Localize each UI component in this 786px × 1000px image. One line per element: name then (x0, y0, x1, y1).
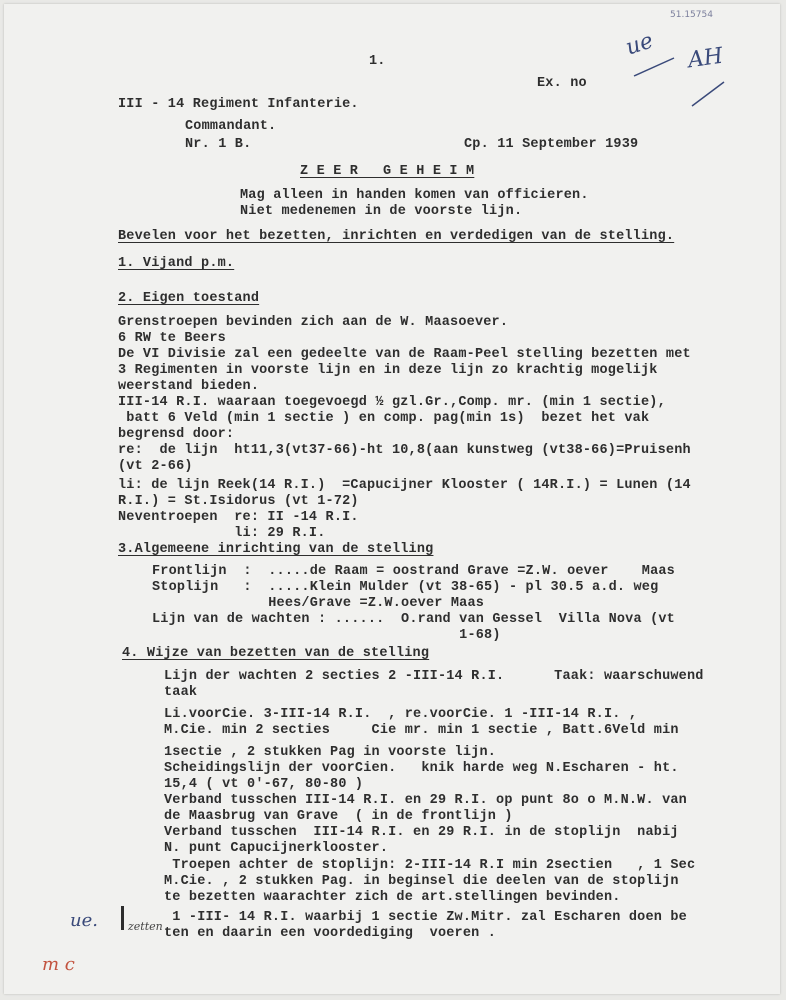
section-2-line: Grenstroepen bevinden zich aan de W. Maasoever. (118, 315, 509, 330)
commandant: Commandant. (185, 119, 277, 134)
section-4-line: Verband tusschen III-14 R.I. en 29 R.I. op punt 8o o M.N.W. van (164, 793, 687, 808)
section-4-line: 15,4 ( vt 0'-67, 80-80 ) (164, 777, 364, 792)
section-4-line: M.Cie. min 2 secties Cie mr. min 1 sectie , Batt.6Veld min (164, 723, 679, 738)
section-3-line: Lijn van de wachten : ...... O.rand van Gessel Villa Nova (vt (152, 612, 675, 627)
section-4-line: 1sectie , 2 stukken Pag in voorste lijn. (164, 745, 497, 760)
margin-initials: ue. (70, 910, 98, 931)
section-4-line: taak (164, 685, 198, 700)
section-3-line: 1-68) (152, 628, 501, 643)
handwritten-initials: ue (622, 28, 657, 61)
subject-line: Bevelen voor het bezetten, inrichten en verdedigen van de stelling. (118, 229, 675, 244)
section-2-heading: 2. Eigen toestand (118, 291, 260, 306)
classification-title: Z E E R G E H E I M (300, 164, 475, 179)
section-2-line: begrensd door: (118, 427, 235, 442)
section-2-line: li: de lijn Reek(14 R.I.) =Capucijner Klooster ( 14R.I.) = Lunen (14 (118, 478, 691, 493)
section-4-line: Troepen achter de stoplijn: 2-III-14 R.I min 2sectien , 1 Sec (164, 858, 696, 873)
archive-number: 51.15754 (670, 10, 713, 20)
section-4-heading: 4. Wijze van bezetten van de stelling (122, 646, 430, 661)
section-3-heading: 3.Algemeene inrichting van de stelling (118, 542, 434, 557)
bottom-initials: m c (42, 954, 75, 975)
section-3-line: Frontlijn : .....de Raam = oostrand Grave =Z.W. oever Maas (152, 564, 675, 579)
section-4-line: 1 -III- 14 R.I. waarbij 1 sectie Zw.Mitr. zal Escharen doen be (164, 910, 687, 925)
section-2-line: R.I.) = St.Isidorus (vt 1-72) (118, 494, 359, 509)
section-2-line: weerstand bieden. (118, 379, 260, 394)
place-date: Cp. 11 September 1939 (464, 137, 639, 152)
section-2-line: batt 6 Veld (min 1 sectie ) en comp. pag(min 1s) bezet het vak (118, 411, 650, 426)
section-3-line: Stoplijn : .....Klein Mulder (vt 38-65) - pl 30.5 a.d. weg (152, 580, 659, 595)
order-number: Nr. 1 B. (185, 137, 252, 152)
section-4-line: N. punt Capucijnerklooster. (164, 841, 389, 856)
unit-name: III - 14 Regiment Infanterie. (118, 97, 359, 112)
section-2-line: 6 RW te Beers (118, 331, 226, 346)
signature-stroke (630, 48, 730, 118)
classification-line-2: Niet medenemen in de voorste lijn. (240, 204, 523, 219)
section-4-line: Lijn der wachten 2 secties 2 -III-14 R.I. Taak: waarschuwend (164, 669, 704, 684)
section-2-line: De VI Divisie zal een gedeelte van de Raam-Peel stelling bezetten met (118, 347, 691, 362)
section-3-line: Hees/Grave =Z.W.oever Maas (152, 596, 485, 611)
section-4-line: Li.voorCie. 3-III-14 R.I. , re.voorCie. 1 -III-14 R.I. , (164, 707, 638, 722)
section-1-heading: 1. Vijand p.m. (118, 256, 235, 271)
margin-mark (121, 906, 124, 930)
section-2-line: 3 Regimenten in voorste lijn en in deze lijn zo krachtig mogelijk (118, 363, 658, 378)
section-4-line: M.Cie. , 2 stukken Pag. in beginsel die deelen van de stoplijn (164, 874, 679, 889)
section-4-line: Scheidingslijn der voorCien. knik harde weg N.Escharen - ht. (164, 761, 679, 776)
page-number: 1. (369, 54, 386, 69)
margin-note: zetten (128, 920, 163, 933)
section-2-line: li: 29 R.I. (118, 526, 326, 541)
section-2-line: III-14 R.I. waaraan toegevoegd ½ gzl.Gr.,Comp. mr. (min 1 sectie), (118, 395, 666, 410)
copy-number: Ex. no (537, 76, 587, 91)
handwritten-signature: AH (686, 43, 725, 74)
section-2-line: (vt 2-66) (118, 459, 193, 474)
section-4-line: ten en daarin een voordediging voeren . (164, 926, 497, 941)
section-2-line: Neventroepen re: II -14 R.I. (118, 510, 359, 525)
section-2-line: re: de lijn ht11,3(vt37-66)-ht 10,8(aan kunstweg (vt38-66)=Pruisenh (118, 443, 691, 458)
section-4-line: Verband tusschen III-14 R.I. en 29 R.I. in de stoplijn nabij (164, 825, 679, 840)
classification-line-1: Mag alleen in handen komen van officieren. (240, 188, 589, 203)
section-4-line: te bezetten waarachter zich de art.stellingen bevinden. (164, 890, 621, 905)
section-4-line: de Maasbrug van Grave ( in de frontlijn ) (164, 809, 513, 824)
document-page (4, 4, 780, 994)
